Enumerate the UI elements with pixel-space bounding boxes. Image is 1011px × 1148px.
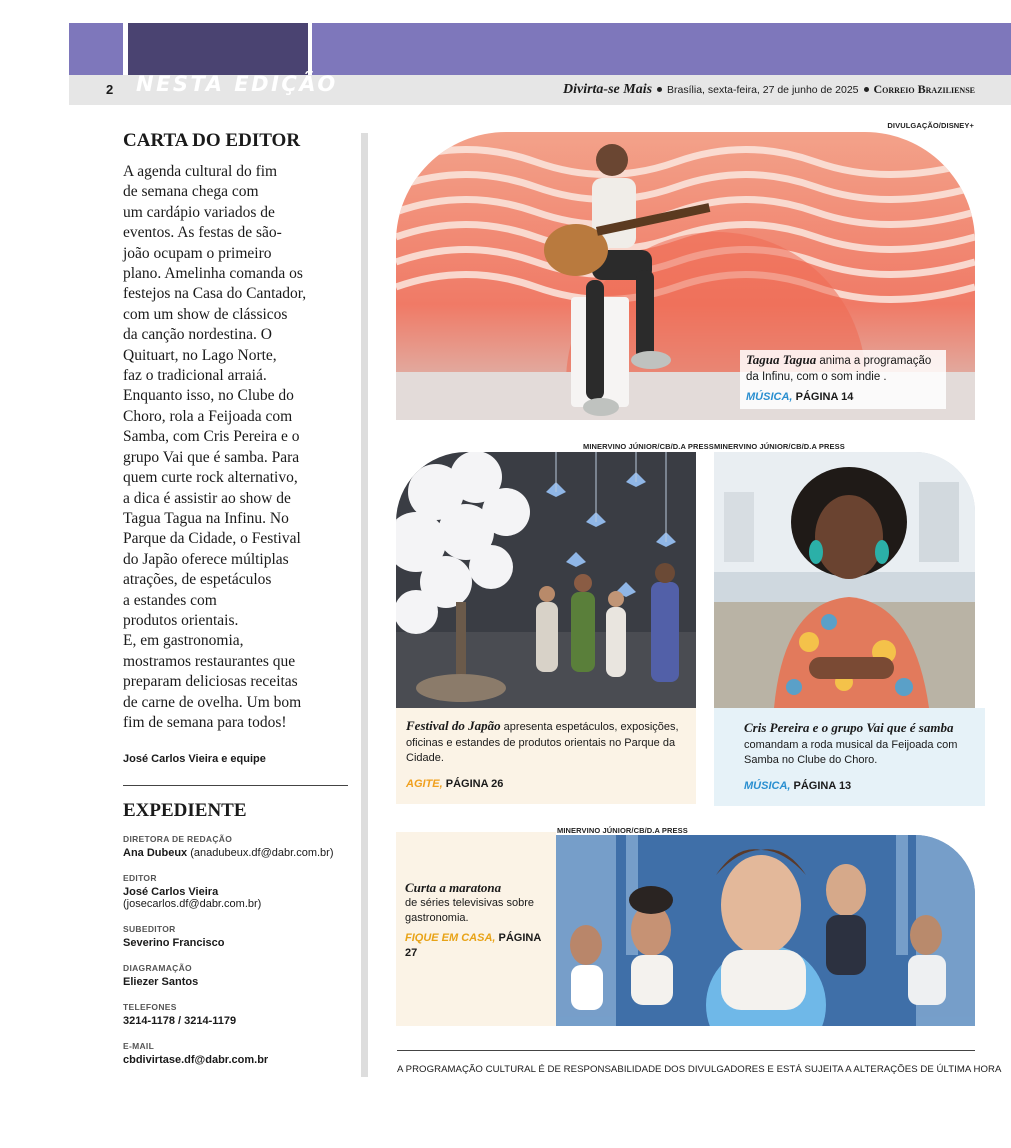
maratona-caption xyxy=(405,880,550,962)
page-number: 2 xyxy=(106,82,114,97)
column-separator xyxy=(361,133,368,1077)
footer-disclaimer: A PROGRAMAÇÃO CULTURAL É DE RESPONSABILIDADE DOS DIVULGADORES E ESTÁ SUJEITA A ALTERAÇÕES DE ÚLTIMA HORA xyxy=(397,1064,1002,1075)
editor-letter-heading: CARTA DO EDITOR xyxy=(123,130,301,151)
dateline xyxy=(563,82,975,98)
festival-japao-photo[interactable] xyxy=(396,452,696,708)
layout-name: Eliezer Santos xyxy=(123,976,199,989)
email-link[interactable]: cbdivirtase.df@dabr.com.br xyxy=(123,1054,269,1067)
page-reference[interactable] xyxy=(744,779,975,795)
masthead-phones xyxy=(123,1002,348,1027)
cris-pereira-illustration xyxy=(714,452,975,708)
caption-lead: Curta a maratona xyxy=(405,880,502,895)
masthead-editor xyxy=(123,873,348,910)
phones-value: 3214-1178 / 3214-1179 xyxy=(123,1015,237,1028)
photo-credit: DIVULGAÇÃO/DISNEY+ xyxy=(887,121,974,130)
supplement-name: Divirta-se Mais xyxy=(562,82,653,97)
bullet-icon xyxy=(864,87,869,92)
page-link: PÁGINA 26 xyxy=(445,777,504,790)
editor-signature: José Carlos Vieira e equipe xyxy=(123,753,266,766)
masthead-subeditor xyxy=(123,924,348,949)
caption-lead: Cris Pereira e o grupo Vai que é samba xyxy=(744,720,954,735)
director-email: (anadubeux.df@dabr.com.br) xyxy=(190,847,334,860)
left-column xyxy=(123,130,348,1080)
footer-rule xyxy=(397,1050,975,1051)
page-reference[interactable] xyxy=(405,931,550,962)
section-name: MÚSICA, xyxy=(744,779,791,792)
cris-pereira-caption xyxy=(714,708,985,806)
director-name: Ana Dubeux xyxy=(123,847,188,860)
editor-letter-body: A agenda cultural do fim de semana chega com um cardápio variados de eventos. As festas de são- joão ocupam o primeiro plano. Amelinha comanda os festejos na Casa do Cantador, com um show de clássicos da canção nordestina. O Quituart, no Lago Norte, faz o tradicional arraiá. Enquanto isso, no Clube do Choro, rola a Feijoada com Samba, com Cris Pereira e o grupo Vai que é samba. Para quem curte rock alternativo, a dica é assistir ao show de Tagua Tagua na Infinu. No Parque da Cidade, o Festival do Japão oferece múltiplas atrações, de espetáculos a estandes com produtos orientais. E, em gastronomia, mostramos restaurantes que preparam deliciosas receitas de carne de ovelha. Um bom fim de semana para todos! xyxy=(123,163,307,731)
photo-credit: MINERVINO JÚNIOR/CB/D.A PRESS xyxy=(583,442,714,451)
festival-japao-caption xyxy=(396,708,696,804)
editor-email: (josecarlos.df@dabr.com.br) xyxy=(123,898,262,911)
caption-text: comandam a roda musical da Feijoada com Samba no Clube do Choro. xyxy=(744,738,958,766)
caption-text: de séries televisivas sobre gastronomia. xyxy=(405,896,535,924)
date-text: Brasília, sexta-feira, 27 de junho de 2025 xyxy=(667,84,859,96)
subeditor-name: Severino Francisco xyxy=(123,937,225,950)
page-link: PÁGINA 13 xyxy=(793,779,852,792)
masthead-label: EDITOR xyxy=(123,873,157,884)
publication-name: Correio Braziliense xyxy=(873,82,975,96)
editor-name: José Carlos Vieira xyxy=(123,886,219,899)
caption-text: apresenta espetáculos, exposições, oficinas e estandes de produtos orientais no Parque da Cidade. xyxy=(406,721,679,764)
bullet-icon xyxy=(657,87,662,92)
section-name: FIQUE EM CASA, xyxy=(405,931,496,944)
divider xyxy=(123,785,348,786)
masthead-label: TELEFONES xyxy=(123,1002,177,1013)
masthead-label: SUBEDITOR xyxy=(123,924,176,935)
photo-credit: MINERVINO JÚNIOR/CB/D.A PRESS xyxy=(714,442,845,451)
page-link: PÁGINA 14 xyxy=(795,391,854,403)
masthead-director xyxy=(123,834,348,859)
cris-pereira-photo[interactable] xyxy=(714,452,975,708)
masthead-label: DIAGRAMAÇÃO xyxy=(123,963,192,974)
page-reference[interactable] xyxy=(406,777,686,793)
tagua-tagua-caption xyxy=(740,350,946,409)
masthead-value xyxy=(123,847,348,859)
caption-lead: Festival do Japão xyxy=(406,718,501,733)
section-name: AGITE, xyxy=(406,777,443,790)
masthead-value xyxy=(123,886,348,910)
maratona-illustration xyxy=(556,835,975,1026)
masthead-email xyxy=(123,1041,348,1066)
maratona-photo[interactable] xyxy=(556,835,975,1026)
section-name: MÚSICA, xyxy=(746,391,793,403)
masthead-label: E-MAIL xyxy=(123,1041,155,1052)
photo-credit: MINERVINO JÚNIOR/CB/D.A PRESS xyxy=(557,826,688,835)
page-reference[interactable] xyxy=(746,389,942,405)
masthead-label: DIRETORA DE REDAÇÃO xyxy=(123,834,233,845)
festival-japao-illustration xyxy=(396,452,696,708)
section-title: NESTA EDIÇÃO xyxy=(136,72,338,96)
masthead-layout xyxy=(123,963,348,988)
caption-text: anima a programação da Infinu, com o som indie . xyxy=(746,355,932,383)
header-accent-bar-left xyxy=(69,23,123,75)
header-accent-bar-right xyxy=(312,23,1011,75)
masthead-heading: EXPEDIENTE xyxy=(123,800,247,822)
caption-lead: Tagua Tagua xyxy=(746,352,817,367)
page-link: PÁGINA 27 xyxy=(405,931,541,959)
